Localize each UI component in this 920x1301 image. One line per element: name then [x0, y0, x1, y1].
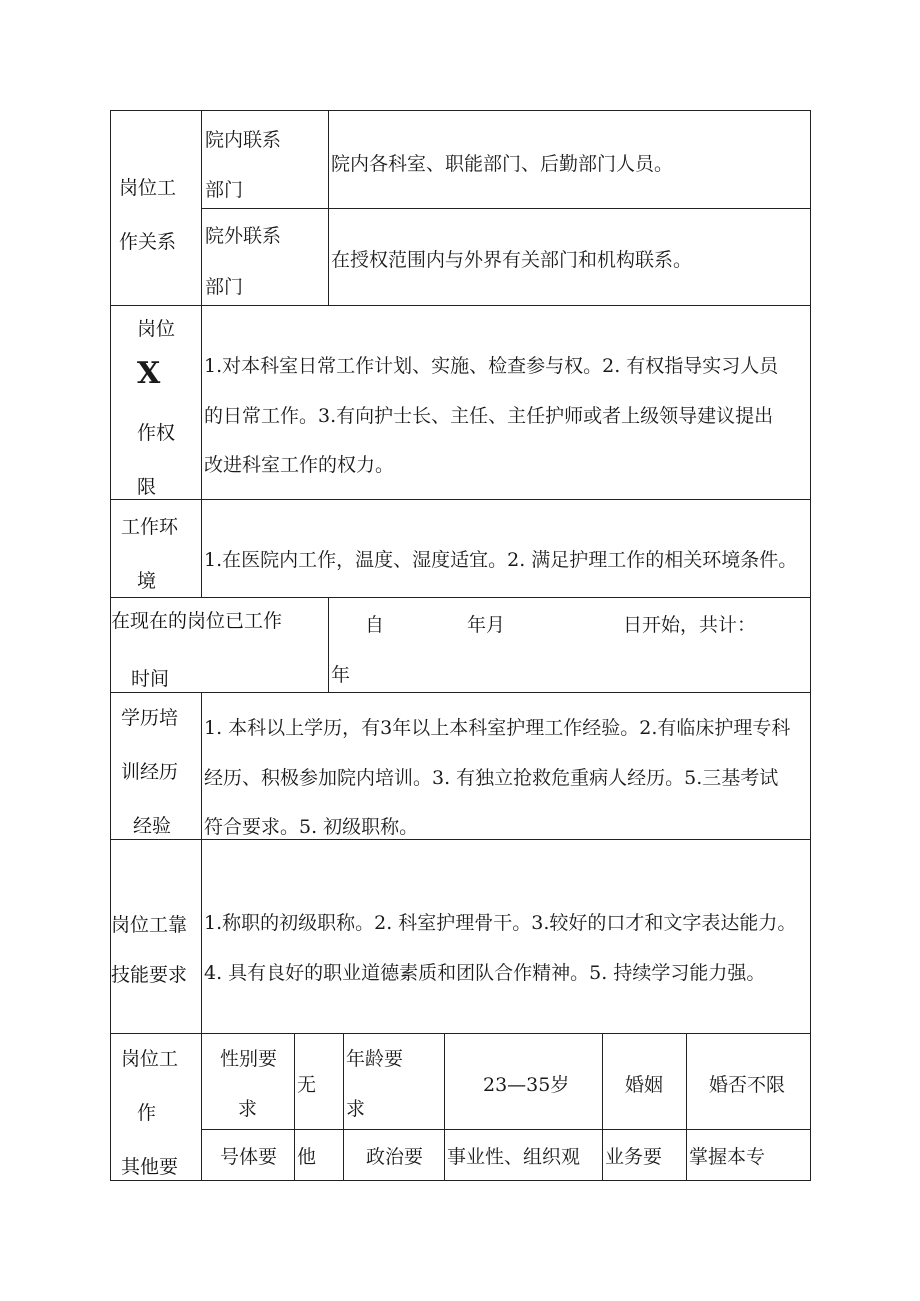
work-relations-label-cell: [110, 110, 202, 306]
external-contact-label-1: 院外联系: [205, 225, 282, 247]
business-label: 业务要: [605, 1146, 663, 1168]
marriage-value-cell: [686, 1033, 811, 1130]
body-value-cell: [294, 1129, 344, 1181]
tenure-year: 年: [331, 664, 351, 686]
education-content-1: 1. 本科以上学历，有3年以上本科室护理工作经验。2.有临床护理专科: [204, 717, 791, 739]
external-contact-label-cell: [201, 208, 329, 306]
tenure-label-cell: [110, 597, 329, 693]
body-label-cell: [201, 1129, 295, 1181]
tenure-label-2: 时间: [131, 668, 170, 690]
skills-content-2: 4. 具有良好的职业道德素质和团队合作精神。5. 持续学习能力强。: [204, 962, 766, 984]
internal-contact-label-1: 院内联系: [205, 129, 282, 151]
authority-content-1: 1.对本科室日常工作计划、实施、检查参与权。2. 有权指导实习人员: [204, 355, 779, 377]
skills-label-2: 技能要求: [111, 964, 188, 986]
gender-label-2: 求: [238, 1098, 258, 1120]
skills-label-cell: [110, 839, 202, 1034]
gender-label-cell: [201, 1033, 295, 1130]
authority-content-3: 改进科室工作的权力。: [204, 454, 395, 476]
environment-content-cell: [201, 499, 811, 598]
tenure-label-1: 在现在的岗位已工作: [111, 610, 283, 632]
tenure-content-cell: [328, 597, 811, 693]
marriage-value: 婚否不限: [709, 1074, 786, 1096]
education-content-cell: [201, 692, 811, 840]
body-label: 号体要: [220, 1146, 278, 1168]
business-value-cell: [686, 1129, 811, 1181]
environment-label-2: 境: [137, 570, 157, 592]
internal-contact-content-cell: [328, 110, 811, 209]
education-label-cell: [110, 692, 202, 840]
skills-content-1: 1.称职的初级职称。2. 科室护理骨干。3.较好的口才和文字表达能力。: [204, 912, 797, 934]
authority-label-1: 岗位: [137, 318, 176, 340]
work-relations-label-1: 岗位工: [119, 177, 177, 199]
other-label-cell: [110, 1033, 202, 1181]
education-label-3: 经验: [133, 815, 172, 837]
business-label-cell: [602, 1129, 687, 1181]
gender-value: 无: [297, 1074, 317, 1096]
authority-label-cell: [110, 305, 202, 500]
environment-label-1: 工作环: [121, 516, 179, 538]
tenure-year-month: 年月: [467, 614, 506, 636]
external-contact-content-cell: [328, 208, 811, 306]
political-value-cell: [444, 1129, 603, 1181]
political-value: 事业性、组织观: [447, 1146, 581, 1168]
marriage-label: 婚姻: [625, 1074, 664, 1096]
other-label-1: 岗位工: [121, 1048, 179, 1070]
authority-content-2: 的日常工作。3.有向护士长、主任、主任护师或者上级领导建议提出: [204, 405, 774, 427]
tenure-from: 自: [365, 614, 385, 636]
age-value: 23—35岁: [483, 1074, 570, 1096]
work-relations-label-2: 作关系: [119, 231, 177, 253]
skills-label-1: 岗位工靠: [111, 914, 188, 936]
internal-contact-label-cell: [201, 110, 329, 209]
education-content-2: 经历、积极参加院内培训。3. 有独立抢救危重病人经历。5.三基考试: [204, 767, 779, 789]
education-label-2: 训经历: [121, 761, 179, 783]
education-label-1: 学历培: [121, 707, 179, 729]
political-label-cell: [343, 1129, 445, 1181]
internal-contact-label-2: 部门: [205, 179, 244, 201]
business-value: 掌握本专: [689, 1146, 766, 1168]
other-label-3: 其他要: [121, 1156, 179, 1178]
age-label-1: 年龄要: [346, 1048, 404, 1070]
environment-content: 1.在医院内工作，温度、湿度适宜。2. 满足护理工作的相关环境条件。: [204, 549, 798, 571]
other-label-2: 作: [137, 1102, 157, 1124]
skills-content-cell: [201, 839, 811, 1034]
age-value-cell: [444, 1033, 603, 1130]
external-contact-content: 在授权范围内与外界有关部门和机构联系。: [331, 249, 693, 271]
internal-contact-content: 院内各科室、职能部门、后勤部门人员。: [331, 153, 674, 175]
gender-label-1: 性别要: [220, 1048, 278, 1070]
authority-label-4: 限: [137, 476, 157, 498]
age-label-2: 求: [346, 1098, 366, 1120]
gender-value-cell: [294, 1033, 344, 1130]
body-value: 他: [297, 1146, 317, 1168]
marriage-label-cell: [602, 1033, 687, 1130]
external-contact-label-2: 部门: [205, 276, 244, 298]
authority-label-2: X: [137, 356, 161, 391]
political-label: 政治要: [366, 1146, 424, 1168]
authority-label-3: 作权: [137, 422, 176, 444]
education-content-3: 符合要求。5. 初级职称。: [204, 816, 419, 838]
tenure-day-start: 日开始，共计：: [623, 614, 757, 636]
environment-label-cell: [110, 499, 202, 598]
authority-content-cell: [201, 305, 811, 500]
age-label-cell: [343, 1033, 445, 1130]
